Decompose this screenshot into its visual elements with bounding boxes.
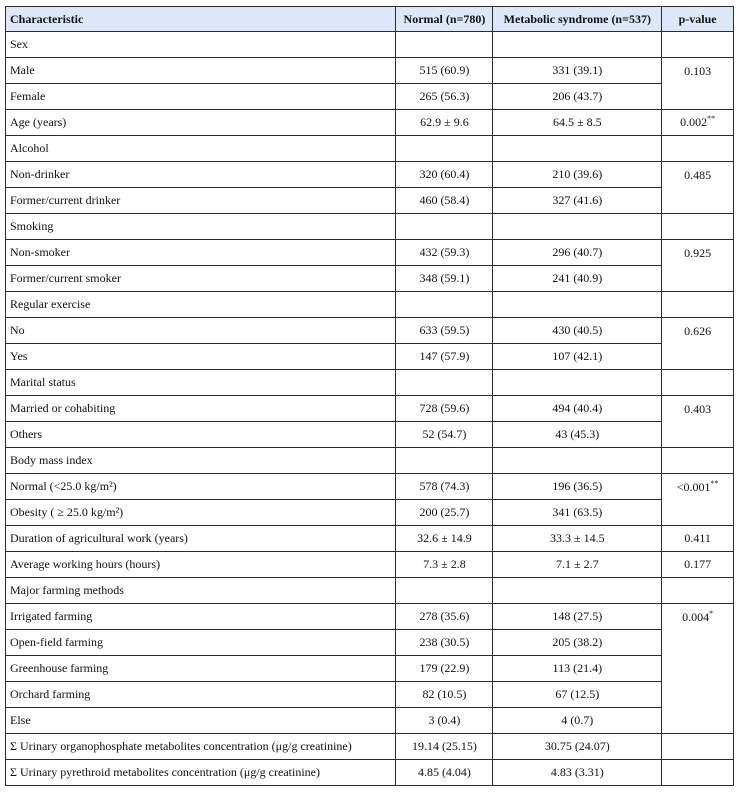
table-row: [6, 474, 734, 500]
row-p-value: [662, 370, 734, 396]
row-characteristic: Former/current smoker: [6, 266, 396, 292]
row-characteristic: Non-drinker: [6, 162, 396, 188]
row-normal-value: 515 (60.9): [396, 58, 493, 84]
row-p-value: [662, 162, 734, 214]
row-metabolic-value: [493, 292, 662, 318]
row-characteristic: Sex: [6, 32, 396, 58]
row-characteristic: Female: [6, 84, 396, 110]
row-metabolic-value: 33.3 ± 14.5: [493, 526, 662, 552]
row-characteristic: Σ Urinary organophosphate metabolites concentration (μg/g creatinine): [6, 734, 396, 760]
table-row: [6, 32, 734, 58]
row-characteristic: Regular exercise: [6, 292, 396, 318]
table-row: [6, 708, 734, 734]
row-p-value: [662, 32, 734, 58]
row-normal-value: 238 (30.5): [396, 630, 493, 656]
row-metabolic-value: 107 (42.1): [493, 344, 662, 370]
row-normal-value: 52 (54.7): [396, 422, 493, 448]
row-p-value: [662, 214, 734, 240]
table-row: [6, 162, 734, 188]
row-normal-value: 62.9 ± 9.6: [396, 110, 493, 136]
row-metabolic-value: 7.1 ± 2.7: [493, 552, 662, 578]
row-metabolic-value: [493, 136, 662, 162]
table-row: [6, 84, 734, 110]
table-row: [6, 240, 734, 266]
row-normal-value: 200 (25.7): [396, 500, 493, 526]
table-row: [6, 552, 734, 578]
row-metabolic-value: [493, 448, 662, 474]
row-p-value: [662, 136, 734, 162]
row-normal-value: 32.6 ± 14.9: [396, 526, 493, 552]
row-characteristic: Open-field farming: [6, 630, 396, 656]
table-row: [6, 58, 734, 84]
table-header: [6, 7, 734, 32]
row-normal-value: 179 (22.9): [396, 656, 493, 682]
row-normal-value: [396, 32, 493, 58]
row-characteristic: Obesity ( ≥ 25.0 kg/m²): [6, 500, 396, 526]
header-normal: Normal (n=780): [396, 7, 493, 32]
table-row: [6, 110, 734, 136]
row-p-value: [662, 734, 734, 760]
p-value-text: 0.403: [684, 402, 712, 416]
row-normal-value: 4.85 (4.04): [396, 760, 493, 786]
row-characteristic: Others: [6, 422, 396, 448]
row-metabolic-value: 67 (12.5): [493, 682, 662, 708]
row-characteristic: Former/current drinker: [6, 188, 396, 214]
row-p-value: [662, 58, 734, 110]
row-metabolic-value: 4.83 (3.31): [493, 760, 662, 786]
table-row: [6, 656, 734, 682]
table-row: [6, 422, 734, 448]
row-normal-value: [396, 578, 493, 604]
p-value-text: 0.004: [682, 610, 710, 624]
p-value-text: 0.002: [680, 115, 708, 129]
table-row: [6, 292, 734, 318]
table-row: [6, 630, 734, 656]
row-characteristic: No: [6, 318, 396, 344]
row-characteristic: Yes: [6, 344, 396, 370]
table-row: [6, 344, 734, 370]
row-p-value: [662, 474, 734, 526]
table-row: [6, 578, 734, 604]
table-row: [6, 500, 734, 526]
row-characteristic: Irrigated farming: [6, 604, 396, 630]
row-characteristic: Σ Urinary pyrethroid metabolites concentration (μg/g creatinine): [6, 760, 396, 786]
row-characteristic: Marital status: [6, 370, 396, 396]
row-normal-value: 7.3 ± 2.8: [396, 552, 493, 578]
row-normal-value: 460 (58.4): [396, 188, 493, 214]
table-row: [6, 682, 734, 708]
row-metabolic-value: 494 (40.4): [493, 396, 662, 422]
row-p-value: [662, 604, 734, 734]
row-characteristic: Average working hours (hours): [6, 552, 396, 578]
row-characteristic: Greenhouse farming: [6, 656, 396, 682]
row-normal-value: [396, 136, 493, 162]
table-row: [6, 318, 734, 344]
row-metabolic-value: 341 (63.5): [493, 500, 662, 526]
row-normal-value: 265 (56.3): [396, 84, 493, 110]
significance-marker: **: [710, 479, 719, 488]
row-characteristic: Normal (<25.0 kg/m²): [6, 474, 396, 500]
characteristics-table: [5, 6, 734, 786]
row-p-value: [662, 578, 734, 604]
row-metabolic-value: [493, 214, 662, 240]
row-p-value: [662, 318, 734, 370]
table-row: [6, 396, 734, 422]
row-p-value: [662, 760, 734, 786]
header-characteristic: Characteristic: [6, 7, 396, 32]
p-value-text: 0.485: [684, 168, 712, 182]
row-p-value: [662, 396, 734, 448]
row-characteristic: Non-smoker: [6, 240, 396, 266]
row-metabolic-value: 327 (41.6): [493, 188, 662, 214]
header-p-value: p-value: [662, 7, 734, 32]
row-normal-value: 578 (74.3): [396, 474, 493, 500]
row-characteristic: Male: [6, 58, 396, 84]
p-value-text: 0.103: [684, 64, 712, 78]
row-metabolic-value: 64.5 ± 8.5: [493, 110, 662, 136]
row-characteristic: Else: [6, 708, 396, 734]
table-row: [6, 760, 734, 786]
row-p-value: [662, 552, 734, 578]
row-metabolic-value: 148 (27.5): [493, 604, 662, 630]
row-metabolic-value: 205 (38.2): [493, 630, 662, 656]
row-normal-value: 19.14 (25.15): [396, 734, 493, 760]
p-value-text: 0.626: [684, 324, 712, 338]
row-characteristic: Age (years): [6, 110, 396, 136]
row-p-value: [662, 240, 734, 292]
row-p-value: [662, 292, 734, 318]
row-characteristic: Smoking: [6, 214, 396, 240]
row-normal-value: 633 (59.5): [396, 318, 493, 344]
row-normal-value: [396, 214, 493, 240]
row-metabolic-value: 43 (45.3): [493, 422, 662, 448]
row-metabolic-value: 113 (21.4): [493, 656, 662, 682]
table-row: [6, 526, 734, 552]
row-normal-value: [396, 448, 493, 474]
table-row: [6, 214, 734, 240]
row-metabolic-value: 206 (43.7): [493, 84, 662, 110]
row-metabolic-value: 210 (39.6): [493, 162, 662, 188]
row-metabolic-value: 4 (0.7): [493, 708, 662, 734]
row-metabolic-value: [493, 578, 662, 604]
row-metabolic-value: 196 (36.5): [493, 474, 662, 500]
table-row: [6, 266, 734, 292]
row-normal-value: 728 (59.6): [396, 396, 493, 422]
row-characteristic: Duration of agricultural work (years): [6, 526, 396, 552]
table-row: [6, 136, 734, 162]
table-row: [6, 370, 734, 396]
row-normal-value: 82 (10.5): [396, 682, 493, 708]
row-characteristic: Alcohol: [6, 136, 396, 162]
significance-marker: *: [709, 609, 714, 618]
row-p-value: [662, 448, 734, 474]
p-value-text: <0.001: [676, 480, 711, 494]
row-normal-value: 147 (57.9): [396, 344, 493, 370]
significance-marker: **: [707, 114, 716, 123]
row-metabolic-value: 241 (40.9): [493, 266, 662, 292]
row-metabolic-value: 430 (40.5): [493, 318, 662, 344]
row-characteristic: Married or cohabiting: [6, 396, 396, 422]
header-row: [6, 7, 734, 32]
row-normal-value: [396, 292, 493, 318]
row-characteristic: Orchard farming: [6, 682, 396, 708]
p-value-text: 0.411: [684, 531, 711, 545]
row-metabolic-value: [493, 32, 662, 58]
table-row: [6, 448, 734, 474]
row-normal-value: 348 (59.1): [396, 266, 493, 292]
header-metabolic-syndrome: Metabolic syndrome (n=537): [493, 7, 662, 32]
row-characteristic: Major farming methods: [6, 578, 396, 604]
row-characteristic: Body mass index: [6, 448, 396, 474]
row-normal-value: 320 (60.4): [396, 162, 493, 188]
row-metabolic-value: 30.75 (24.07): [493, 734, 662, 760]
table-row: [6, 188, 734, 214]
row-metabolic-value: 331 (39.1): [493, 58, 662, 84]
row-p-value: [662, 526, 734, 552]
row-metabolic-value: 296 (40.7): [493, 240, 662, 266]
p-value-text: 0.177: [684, 557, 712, 571]
p-value-text: 0.925: [684, 246, 712, 260]
row-metabolic-value: [493, 370, 662, 396]
row-normal-value: 278 (35.6): [396, 604, 493, 630]
row-p-value: [662, 110, 734, 136]
row-normal-value: [396, 370, 493, 396]
table-row: [6, 734, 734, 760]
table-body: [6, 32, 734, 786]
row-normal-value: 432 (59.3): [396, 240, 493, 266]
row-normal-value: 3 (0.4): [396, 708, 493, 734]
table-row: [6, 604, 734, 630]
